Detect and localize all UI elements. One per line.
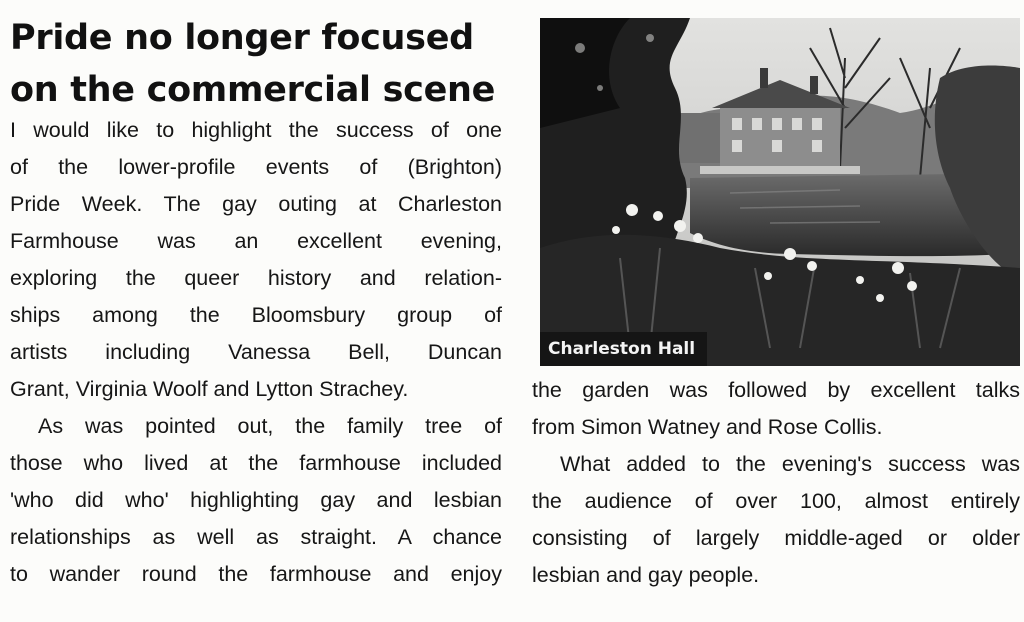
paragraph-1: [10, 112, 502, 408]
text-line: I would like to highlight the success of one: [10, 118, 502, 142]
text-line: ships among the Bloomsbury group of: [10, 303, 502, 327]
text-line: the garden was followed by excellent talks: [532, 378, 1020, 402]
text-line: of the lower-profile events of (Brighton): [10, 155, 502, 179]
text-line: the audience of over 100, almost entirely: [532, 489, 1020, 513]
text-line: 'who did who' highlighting gay and lesbian: [10, 488, 502, 512]
text-line: those who lived at the farmhouse included: [10, 451, 502, 475]
text-line: to wander round the farmhouse and enjoy: [10, 562, 502, 586]
garden-pond-photo-icon: [540, 18, 1020, 366]
headline-line: on the commercial scene: [10, 70, 496, 110]
text-line: consisting of largely middle-aged or older: [532, 526, 1020, 550]
charleston-photo: [540, 18, 1020, 366]
text-line: What added to the evening's success was: [560, 452, 1020, 476]
text-line: exploring the queer history and relation-: [10, 266, 502, 290]
photo-caption: Charleston Hall: [540, 332, 707, 366]
article-headline: [10, 12, 510, 116]
text-line: from Simon Watney and Rose Collis.: [532, 415, 883, 439]
paragraph-2: [10, 408, 502, 593]
text-line: relationships as well as straight. A chance: [10, 525, 502, 549]
article-column-right: [532, 372, 1020, 594]
text-line: As was pointed out, the family tree of: [38, 414, 502, 438]
text-line: Farmhouse was an excellent evening,: [10, 229, 502, 253]
article-column-left: [10, 112, 502, 593]
headline-line: Pride no longer focused: [10, 18, 474, 58]
text-line: lesbian and gay people.: [532, 563, 760, 587]
paragraph-4: [532, 446, 1020, 594]
text-line: Pride Week. The gay outing at Charleston: [10, 192, 502, 216]
text-line: artists including Vanessa Bell, Duncan: [10, 340, 502, 364]
paragraph-3: [532, 372, 1020, 446]
text-line: Grant, Virginia Woolf and Lytton Strachey.: [10, 377, 409, 401]
